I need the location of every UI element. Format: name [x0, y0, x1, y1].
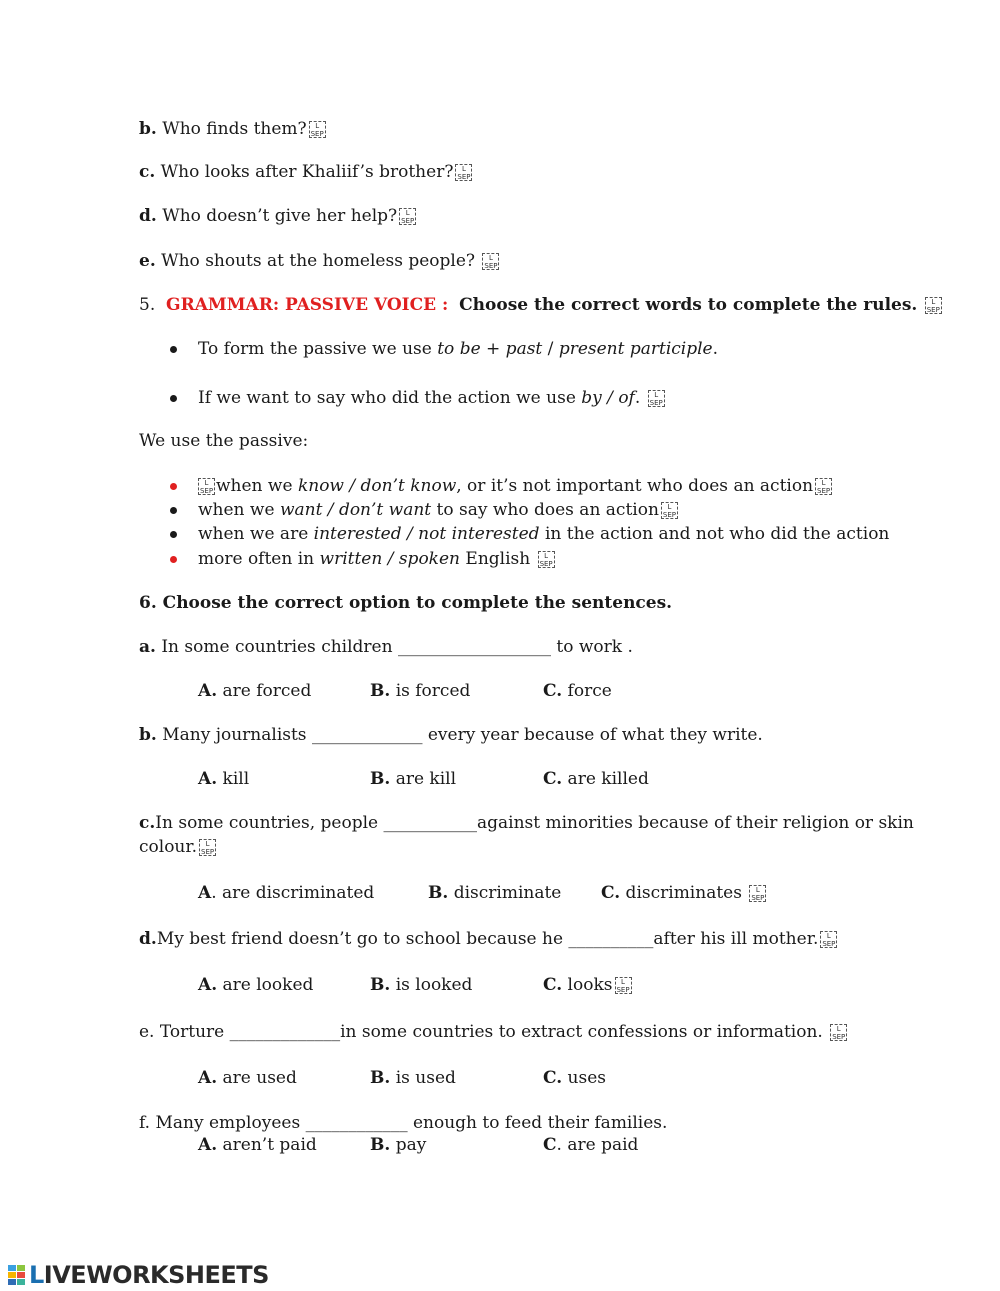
sentence-e: e. Torture _____________in some countries to extract confessions or information. L SEP — [139, 1022, 846, 1042]
option-a-c[interactable]: C. force — [543, 681, 612, 701]
rule-2: If we want to say who did the action we use by / of. L SEP — [198, 388, 663, 408]
option-f-c[interactable]: C. are paid — [543, 1135, 639, 1155]
rule-1: To form the passive we use to be + past / present participle. — [198, 339, 719, 359]
option-e-a[interactable]: A. are used — [198, 1068, 297, 1088]
question-e: e. Who shouts at the homeless people? L SEP — [139, 251, 498, 271]
sep-icon: L SEP — [832, 1025, 846, 1041]
use-3: when we are interested / not interested in the action and not who did the action — [198, 524, 890, 544]
option-b-b[interactable]: B. are kill — [370, 769, 457, 789]
option-f-b[interactable]: B. pay — [370, 1135, 427, 1155]
use-4: more often in written / spoken English L SEP — [198, 549, 553, 569]
option-b-c[interactable]: C. are killed — [543, 769, 649, 789]
logo-text: LIVEWORKSHEETS — [29, 1261, 269, 1289]
use-2: when we want / don’t want to say who does an action L SEP — [198, 500, 676, 520]
sentence-c: c.In some countries, people ___________against minorities because of their religion or skin — [139, 813, 914, 833]
option-a-b[interactable]: B. is forced — [370, 681, 471, 701]
option-e-c[interactable]: C. uses — [543, 1068, 607, 1088]
sentence-a: a. In some countries children __________________ to work . — [139, 637, 633, 657]
sentence-d: d.My best friend doesn’t go to school because he __________after his ill mother. L SEP — [139, 929, 836, 949]
option-d-b[interactable]: B. is looked — [370, 975, 473, 995]
sep-icon: L SEP — [539, 552, 553, 568]
sep-icon: L SEP — [310, 122, 324, 138]
option-d-a[interactable]: A. are looked — [198, 975, 314, 995]
sentence-b: b. Many journalists _____________ every year because of what they write. — [139, 725, 763, 745]
question-d: d. Who doesn’t give her help? L SEP — [139, 206, 415, 226]
sep-icon: L SEP — [201, 840, 215, 856]
option-d-c[interactable]: C. looks L SEP — [543, 975, 630, 995]
bullet-icon — [170, 507, 177, 514]
bullet-icon — [170, 483, 177, 490]
sep-icon: L SEP — [662, 503, 676, 519]
sep-icon: L SEP — [401, 209, 415, 225]
sep-icon: L SEP — [817, 479, 831, 495]
logo-grid-icon — [8, 1265, 25, 1285]
bullet-icon — [170, 346, 177, 353]
sentence-c-cont: colour. L SEP — [139, 837, 215, 857]
sep-icon: L SEP — [199, 479, 214, 495]
sep-icon: L SEP — [457, 165, 471, 181]
option-a-a[interactable]: A. are forced — [198, 681, 312, 701]
sep-icon: L SEP — [822, 932, 836, 948]
use-1: L SEP when we know / don’t know, or it’s not important who does an action L SEP — [199, 476, 831, 496]
option-c-b[interactable]: B. discriminate — [428, 883, 562, 903]
grammar-heading: GRAMMAR: PASSIVE VOICE : — [166, 295, 449, 315]
bullet-icon — [170, 531, 177, 538]
section-5-instruction: Choose the correct words to complete the rules. — [459, 295, 918, 315]
we-use-label: We use the passive: — [139, 431, 309, 451]
option-c-c[interactable]: C. discriminates L SEP — [601, 883, 765, 903]
section-6-heading: 6. Choose the correct option to complete the sentences. — [139, 593, 673, 613]
sentence-f: f. Many employees ____________ enough to feed their families. — [139, 1113, 668, 1133]
question-b: b. Who finds them? L SEP — [139, 119, 324, 139]
sep-icon: L SEP — [616, 978, 630, 994]
option-b-a[interactable]: A. kill — [198, 769, 250, 789]
liveworksheets-logo[interactable] — [8, 1261, 269, 1289]
option-c-a[interactable]: A. are discriminated — [198, 883, 375, 903]
sep-icon: L SEP — [649, 391, 663, 407]
question-c: c. Who looks after Khaliif’s brother? L SEP — [139, 162, 471, 182]
bullet-icon — [170, 395, 177, 402]
section-5-heading: 5. GRAMMAR: PASSIVE VOICE : Choose the correct words to complete the rules. L SEP — [139, 295, 940, 315]
option-f-a[interactable]: A. aren’t paid — [198, 1135, 317, 1155]
bullet-icon — [170, 556, 177, 563]
sep-icon: L SEP — [484, 254, 498, 270]
option-e-b[interactable]: B. is used — [370, 1068, 456, 1088]
sep-icon: L SEP — [751, 886, 765, 902]
sep-icon: L SEP — [926, 298, 940, 314]
